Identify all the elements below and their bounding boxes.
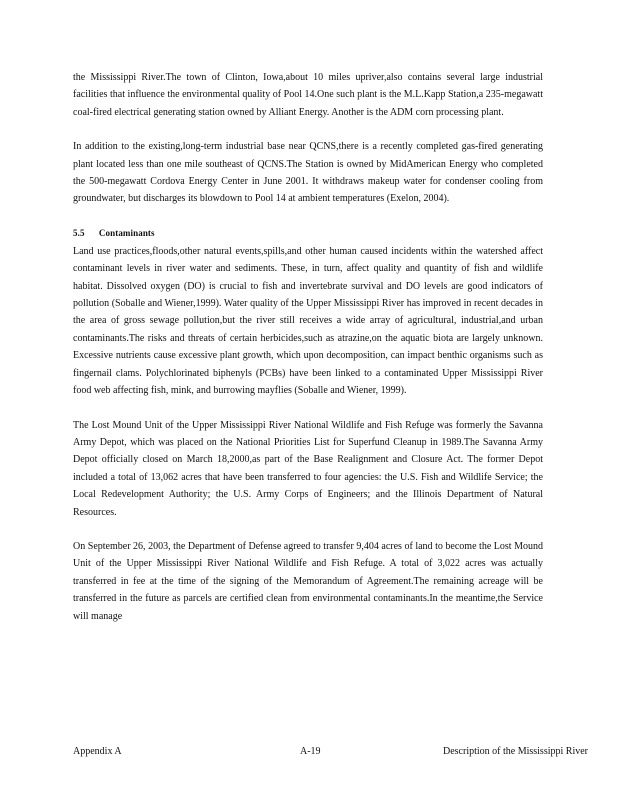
paragraph-generating-plant: In addition to the existing,long-term industrial base near QCNS,there is a recently completed gas-fired generating plant located less than one mile southeast of QCNS.The Station is owned by MidAmerican Energy who completed the 500-megawatt Cordova Energy Center in June 2001. It withdraws makeup water for condenser cooling from groundwater, but discharges its blowdown to Pool 14 at ambient temperatures (Exelon, 2004). (73, 141, 543, 205)
section-heading (73, 225, 543, 241)
footer-appendix: Appendix A (73, 746, 122, 757)
page-footer (73, 744, 588, 760)
paragraph-transfer: On September 26, 2003, the Department of Defense agreed to transfer 9,404 acres of land to become the Lost Mound Unit of the Upper Mississippi River National Wildlife and Fish Refuge. A total of 3,022 acres was actually transferred in fee at the time of the signing of the Memorandum of Agreement.The remaining acreage will be transferred in the future as parcels are certified clean from environmental contaminants.In the meantime,the Service will manage (73, 540, 543, 622)
footer-description: Description of the Mississippi River (443, 746, 588, 757)
paragraph-lost-mound: The Lost Mound Unit of the Upper Mississippi River National Wildlife and Fish Refuge was formerly the Savanna Army Depot, which was placed on the National Priorities List for Superfund Cleanup in 1989.The Savanna Army Depot officially closed on March 18,2000,as part of the Base Realignment and Closure Act. The former Depot included a total of 13,062 acres that have been transferred to four agencies: the U.S. Fish and Wildlife Service; the Local Redevelopment Authority; the U.S. Army Corps of Engineers; and the Illinois Department of Natural Resources. (73, 419, 543, 518)
body-text (73, 69, 543, 642)
section-number: 5.5 (73, 227, 85, 238)
section-title: Contaminants (98, 227, 155, 238)
paragraph-clinton-industry: the Mississippi River.The town of Clinton, Iowa,about 10 miles upriver,also contains several large industrial facilities that influence the environmental quality of Pool 14.One such plant is the M.L.Kapp Station,a 235-megawatt coal-fired electrical generating station owned by Alliant Energy. Another is the ADM corn processing plant. (73, 72, 543, 118)
paragraph-contaminants: Land use practices,floods,other natural events,spills,and other human caused incidents within the watershed affect contaminant levels in river water and sediments. These, in turn, affect quality and quantity of fish and wildlife habitat. Dissolved oxygen (DO) is crucial to fish and invertebrate survival and DO levels are good indicators of pollution (Soballe and Wiener,1999). Water quality of the Upper Mississippi River has improved in recent decades in the area of gross sewage pollution,but the river still receives a wide array of agricultural, industrial,and urban contaminants.The risks and threats of certain herbicides,such as atrazine,on the aquatic biota are largely unknown. Excessive nutrients cause excessive plant growth, which upon decomposition, can impact benthic organisms such as fingernail clams. Polychlorinated biphenyls (PCBs) have been linked to a contaminated Upper Mississippi River food web affecting fish, mink, and burrowing mayflies (Soballe and Wiener, 1999). (73, 245, 543, 397)
footer-page-number: A-19 (300, 746, 321, 757)
